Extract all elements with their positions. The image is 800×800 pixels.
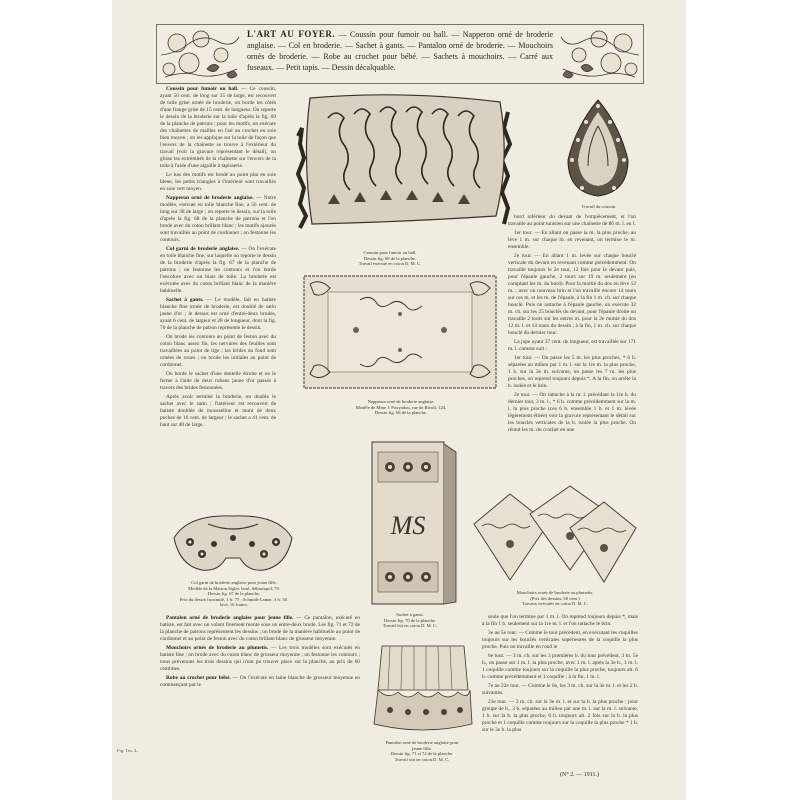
page-folio: (N° 2. — 1911.) (560, 772, 600, 778)
collar-caption-pattern: Dessin fig. 67 de la planche. (207, 591, 261, 597)
text-napkin: — Notre modèle, exécuté en toile blanche fine, a 56 cent. de long sur 38 de large ; on reporte le dessin, sur la toile d'après la fig. 68 de la planche de patrons et l'on brode avec du coton brillant blanc ; les motifs ajourés sont travaillés au point de cordonnet ; on festonne les contours. (160, 195, 276, 243)
text-cushion-2: Le bas des motifs est brodé au point plat en soie bleue, les petits triangles à l'intérieur sont travaillés en soie vert moyen. (160, 172, 276, 192)
drawers-caption-pattern: Dessin fig. 71 et 72 de la planche. (390, 751, 454, 757)
right-para-4: La jupe ayant 37 cent. de longueur, est travaillée sur 171 m. l. comme suit : (508, 339, 636, 352)
right-floral-ornament (557, 25, 643, 83)
napkin-caption (316, 399, 486, 416)
glove-sachet-illustration (366, 438, 464, 608)
bottom-right-para-4: 7e au 22e tour. — Comme le 6e, les 3 m. ch. sur la 3e m. l. et les 2 b. suivantes. (482, 683, 638, 696)
collar-caption-price-2: lavé, 16 francs. (219, 602, 249, 608)
text-sachet-4: Après avoir terminé la broderie, on double le sachet avec le satin ; l'intérieur est recouvert de batiste doublée de mousseline et muni de deux poches de 16 cent. de largeur ; le sachet a 41 cent. de haut sur 40 de large. (160, 394, 276, 428)
cushion-caption-material: Travail exécuté en coton D. M. C. (358, 261, 422, 267)
text-handkerchiefs: — Les trois modèles sont exécutés en batiste fine ; on brode avec du coton blanc de grosseur moyenne ; on festonne les contours ; nous prévenons les trois dessins qui n'ont pu trouver place sur la planche, au prix de 60 centimes. (160, 645, 360, 672)
section-header (156, 24, 644, 84)
heading-drawers: Pantalon orné de broderie anglaise pour jeune fille. (166, 615, 294, 621)
heading-cushion: Coussin pour fumoir ou hall. (166, 86, 239, 92)
glove-sachet-caption (360, 612, 460, 629)
text-cushion: — Ce coussin, ayant 50 cent. de long sur 35 de large, est recouvert de toile grise ornée de broderie, on borde les côtés d'une frange grise de 15 cent. de longueur. On reporte le dessin de la broderie sur la toile d'après la fig. 69 de la planche de patrons ; pour les motifs, on exécute des chaînettes de mailles en l'air au crochet en soie bien moyen ; on les applique sur la toile de façon que l'envers de la chaînette se trouve à l'extérieur du travail (voir la gravure représentant le détail), on glisse les extrémités de la chaînette sur l'envers de la toile à l'aide d'une aiguille à tapisserie. (160, 86, 276, 169)
heading-collar: Col garni de broderie anglaise. (166, 246, 240, 252)
right-para-6: 2e tour. — On rattache à la m. l. précédant la 1re b. du dernier tour, 3 m. l., * 6 b. comme précédemment sur la m. l. la plus proche (ces 6 b. ensemble 1 b. et 1 m. levée légèrement étirée) voir la gravure représentant le détail sur les bouclés verticales de la b. isolée la plus proche. On réunit les m. du crochet en une (508, 392, 636, 433)
drawers-caption (352, 740, 492, 762)
collar-caption (164, 580, 304, 608)
drawers-illustration (368, 640, 478, 740)
handkerchiefs-caption-title: Mouchoirs ornés de broderie au plumetis. (516, 590, 594, 595)
left-floral-ornament (157, 25, 243, 83)
section-contents: — Coussin pour fumoir ou hall. — Napperon orné de broderie anglaise. — Col en broderie. — Sachet à gants. — Pantalon orné de broderie. — Mouchoirs ornés de broderie. — Robe au crochet pour bébé. — Sachets à mouchoirs. — Carré aux fuseaux. — Petit tapis. — Dessin décalquable. (247, 30, 554, 72)
collar-caption-title: Col garni de broderie anglaise pour jeune fille. (191, 580, 277, 585)
right-para-1: bord inférieur du devant de l'empiècement, et l'on travaille au point tunisien sur une chaînette de 86 m. l. en l. (508, 214, 636, 227)
heading-handkerchiefs: Mouchoirs ornés de broderie au plumetis. (166, 645, 269, 651)
handkerchiefs-caption-price: (Prix des dessins, 60 cent.) (530, 595, 580, 601)
right-para-3: 2e tour. — En allant 1 m. levée sur chaque bouclé verticale du devant en revenant comme précédemment. On travaille toujours le 2e tour, 12 fois pour le devant puis, pour l'épaule gauche, 2 tours sur 19 m. seulement (en comptant les m. du bord). Pour la moitié du dos on lève 12 m. ; avec un nouveau brin et l'on travaille encore 14 tours sur ces m. et les m. de l'épaule, à la fin 1 m. ch. sur chaque bouclé. Puis on rattache à l'épaule gauche, on exécute 32 m. ch. sur les 25 bouclés du devant, pour l'épaule droite on travaille 2 tours sur les entres m. pour la 2e moitié du dos 12 m. l. et 14 tours du dessin ; à la fin, 1 m. ch. sur chaque bouclé du dernier tour. (508, 253, 636, 336)
handkerchiefs-illustration (470, 484, 640, 586)
napkin-illustration (300, 270, 500, 394)
handkerchiefs-caption (480, 590, 630, 607)
heading-napkin: Napperon orné de broderie anglaise. (166, 195, 254, 201)
heading-baby-dress: Robe au crochet pour bébé. (166, 675, 231, 681)
napkin-caption-title: Napperon orné de broderie anglaise. (367, 399, 435, 404)
text-baby-dress: — On l'exécute en laine blanche de grosseur moyenne en commençant par le (160, 675, 360, 688)
drawers-caption-title-2: jeune fille. (412, 745, 432, 751)
text-sachet: — Le modèle, fait en batiste blanche fine ornée de broderie, est doublé de satin jaune d'or ; le dessus est orné d'entre-deux brodés, ayant 6 cent. de largeur et 28 de longueur, dont la fig. 70 de la planche de patron représente le dessin. (160, 297, 276, 331)
right-text-column (508, 214, 636, 514)
right-para-5: 1er tour. — On passe les 5 m. les plus proches, * 6 b. séparées au milieu par 1 m. l. sur la 1re m. la plus proche, 1 b. sur la 3e m. suivante, on passe les 7 m. les plus proches, on reprend toujours depuis *. A la fin, on arrête la b. isolée et le brin. (508, 355, 636, 389)
left-lower-text-column (160, 615, 360, 765)
header-contents (247, 29, 553, 73)
cushion-caption-pattern: Dessin fig. 69 de la planche. (363, 255, 417, 261)
bottom-right-text-column (482, 614, 638, 764)
bottom-right-para-1: seule que l'on termine par 1 m. l. On reprend toujours depuis *, mais à la fin 1 b. seulement sur la 1re m. l. et l'on rattache le brin. (482, 614, 638, 627)
napkin-caption-maker: Modèle de Mme J. Pouyadou, rue de Rivoli, 124. (355, 404, 447, 410)
cushion-illustration (288, 88, 518, 238)
cushion-caption (320, 250, 460, 267)
right-para-2: 1er tour. — En allant on passe la m. la plus proche, au lève 1 m. sur chaque m. en revenant, on termine le m. ensemble. (508, 230, 636, 250)
sachet-monogram: MS (390, 511, 426, 540)
cushion-detail-illustration (562, 96, 634, 200)
cushion-detail-caption: Travail du coussin. (581, 204, 617, 209)
collar-caption-maker: Modèle de la Maison Sigler, boul. Sébastopol, 79. (188, 585, 280, 591)
bottom-right-para-2: 3e au 5e tour. — Comme le tour précédent, en exécutant les coquilles toujours sur les bouclés verticales supérieures de la coquille la plus proche. Puis on travaille en rond le (482, 630, 638, 650)
left-text-column (160, 86, 276, 476)
glove-sachet-caption-title: Sachet à gants. (396, 612, 424, 617)
glove-sachet-caption-material: Travail fait en coton D. M. C. (382, 623, 438, 629)
napkin-caption-pattern: Dessin fig. 68 de la planche. (374, 410, 428, 416)
drawers-caption-material: Travail fait en coton D. M. C. (394, 756, 450, 762)
drawers-caption-title: Pantalon orné de broderie anglaise pour (385, 740, 459, 745)
collar-illustration (168, 508, 298, 578)
bottom-right-para-3: 6e tour. — 3 m. ch. sur les 3 premières b. du tour précédent, 3 m. 5e b., on passe sur 1 m. l. la plus proche, avec 1 m. l. après la 3e b., 1 m. l. 1 coquille comme toujours sur la coquille la plus proche, toujours alt. 6 b. comme précédemment et 1 coquille ; à la fin, 1 m. l. (482, 653, 638, 680)
text-sachet-3: On borde le sachet d'une dentelle étroite et on le ferme à l'aide de deux rubans jaune d'or passés à travers des brides festonnées. (160, 371, 276, 391)
collar-caption-price: Prix du dessin facsimilé, 1 fr. 75 ; Schmidt-Lamar, 3 fr. 50. (179, 596, 289, 602)
section-title: L'ART AU FOYER. (247, 29, 336, 39)
heading-sachet: Sachet à gants. (166, 297, 204, 303)
glove-sachet-caption-pattern: Dessin fig. 70 de la planche. (383, 617, 437, 623)
margin-note: Fig. Tru. 4. (117, 748, 138, 753)
text-drawers: — Ce pantalon, exécuté en batiste, est fait avec un volant finement monté sous un entre-deux brodé. Les fig. 71 et 72 de la planche de patrons représentent les dessins ; on brode de la manière habituelle au point de cordonnet et au point de feston avec du coton brillant blanc de grosseur moyenne. (160, 615, 360, 642)
cushion-caption-title: Coussin pour fumoir ou hall. (363, 250, 417, 255)
text-sachet-2: On brode les contours au point de feston avec du coton blanc assez fin, les nervures des feuilles sont travaillées au point de tige ; les brides du fond sont ornées de roues ; on brode les initiales au point de cordonnet. (160, 334, 276, 368)
text-collar: — On l'exécute en toile blanche fine, sur laquelle on reporte le dessin de la broderie d'après la fig. 67 de la planche de patrons ; on festonne les contours et l'on borde l'encolure avec un biais de toile. La broderie est exécutée avec du coton brillant blanc de la manière habituelle. (160, 246, 276, 294)
bottom-right-para-5: 23e tour. — 3 m. ch. sur la 3e m. l. et sur la b. la plus proche ; pour groupe de b., 3 b. séparées au milieu par une m. l. sur la m. l. suivante, 1 b. sur la b. la plus proche, 6 b. toujours alt. 2 fois sur la b. la plus proche et 1 coquille comme toujours sur la coquille la plus proche * 1 b. sur le 2e b. la plus (482, 699, 638, 733)
handkerchiefs-caption-material: Travaux exécutés en coton D. M. C. (521, 601, 589, 607)
